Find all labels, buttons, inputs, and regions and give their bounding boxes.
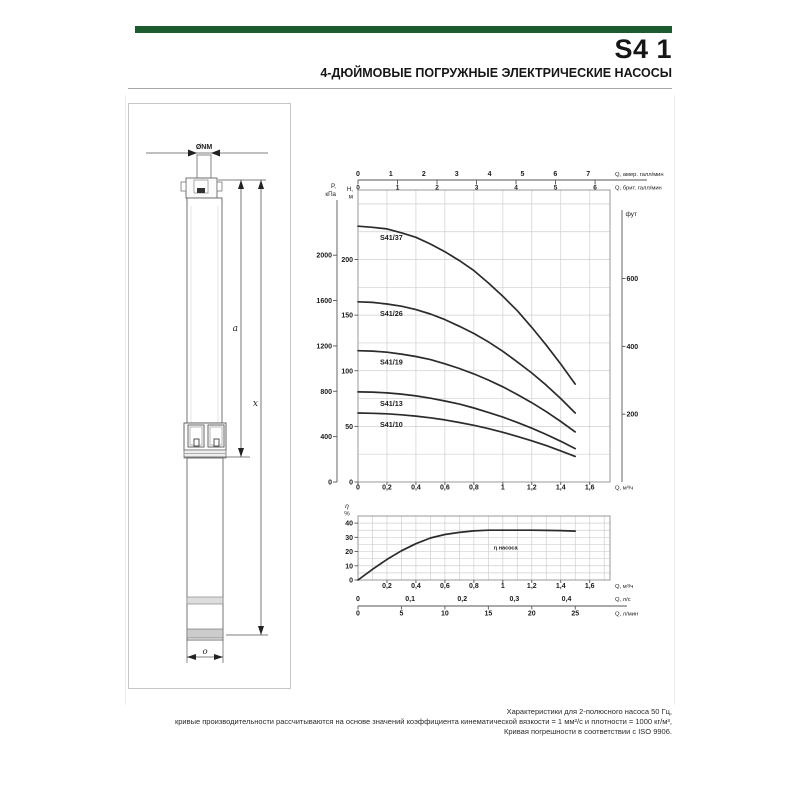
page-subtitle: 4-ДЮЙМОВЫЕ ПОГРУЖНЫЕ ЭЛЕКТРИЧЕСКИЕ НАСОСЫ xyxy=(320,66,672,80)
h-axis-label: H, xyxy=(346,186,353,193)
header-accent-bar xyxy=(135,26,672,33)
motor-band-upper xyxy=(187,597,223,604)
imp-gpm-tick: 4 xyxy=(514,184,518,192)
p-axis-tick: 800 xyxy=(320,388,332,396)
flow-ls-tick: 0,3 xyxy=(509,596,520,603)
nm-dim-label: ØNM xyxy=(195,144,213,151)
flow-axis-tick: 1 xyxy=(500,484,505,492)
eta-axis-tick: 30 xyxy=(345,534,353,542)
pump-discharge-pipe xyxy=(197,155,211,178)
pump-head-plug xyxy=(197,188,205,193)
flow-ls-tick: 0,1 xyxy=(405,596,416,603)
p-axis-tick: 2000 xyxy=(316,252,332,260)
h-axis-unit: м xyxy=(348,193,353,201)
flow-axis-tick: 0,2 xyxy=(382,484,392,492)
x-arrow-top xyxy=(258,180,264,189)
o-dim-label: o xyxy=(202,647,208,657)
x-dim-label: x xyxy=(252,399,258,409)
h-axis-tick: 200 xyxy=(341,257,353,265)
footer-line-2: кривые производительности рассчитываются на основе значений коэффициента кинематической вязкости = 1 мм²/с и плотности = 1000 кг/м³, xyxy=(174,717,672,726)
flow-m3h-tick: 0,8 xyxy=(468,583,479,590)
eta-axis-label: η xyxy=(345,503,349,510)
flow-ls-tick: 0 xyxy=(356,596,360,603)
page-title: S4 1 xyxy=(614,34,672,64)
curve-label-S41/10: S41/10 xyxy=(380,420,403,430)
imp-gpm-tick: 2 xyxy=(435,184,439,192)
o-arrow-left xyxy=(187,654,196,660)
p-axis-tick: 1600 xyxy=(316,298,332,306)
curve-label-S41/26: S41/26 xyxy=(380,308,403,318)
p-axis-unit: кПа xyxy=(325,191,336,198)
pump-body xyxy=(187,198,222,423)
flow-m3h-tick: 1,4 xyxy=(555,583,566,590)
flow-lmin-label: Q, л/мин xyxy=(615,611,639,618)
h-axis-tick: 100 xyxy=(341,368,353,376)
flow-axis-tick: 0,4 xyxy=(411,484,421,492)
flow-m3h-tick: 0,4 xyxy=(411,583,421,590)
us-gpm-axis-label: Q, амер. галл/мин xyxy=(615,172,664,178)
x-arrow-bottom xyxy=(258,626,264,635)
flow-m3h-tick: 1,2 xyxy=(526,583,537,590)
curve-label-S41/13: S41/13 xyxy=(380,398,403,408)
flow-m3h-tick: 0,2 xyxy=(382,583,392,590)
flow-axis-tick: 0,8 xyxy=(468,484,479,492)
eta-axis-tick: 20 xyxy=(345,549,353,557)
flow-axis-tick: 0,6 xyxy=(440,484,450,492)
ft-axis-tick: 400 xyxy=(626,343,639,351)
header-rule xyxy=(128,88,672,89)
us-gpm-tick: 3 xyxy=(454,171,459,178)
flow-axis-tick: 0 xyxy=(356,484,360,492)
flow-lmin-tick: 15 xyxy=(484,610,493,618)
efficiency-chart xyxy=(295,500,680,635)
h-axis-tick: 150 xyxy=(341,312,353,320)
a-arrow-top xyxy=(238,180,244,189)
us-gpm-tick: 1 xyxy=(388,171,393,178)
curve-label-S41/37: S41/37 xyxy=(380,233,403,243)
flow-ls-tick: 0,2 xyxy=(457,596,468,603)
us-gpm-tick: 0 xyxy=(356,171,360,178)
imp-gpm-tick: 5 xyxy=(553,184,558,192)
us-gpm-tick: 4 xyxy=(487,171,492,178)
p-axis-tick: 0 xyxy=(328,479,332,487)
a-arrow-bottom xyxy=(238,448,244,457)
footer-line-3: Кривая погрешности в соответствии с ISO 9906. xyxy=(504,727,672,736)
o-arrow-right xyxy=(214,654,223,660)
footer-notes xyxy=(128,707,672,737)
flow-axis-tick: 1,4 xyxy=(555,484,566,492)
eta-axis-tick: 40 xyxy=(345,520,353,528)
pump-head-tab-left xyxy=(181,182,186,191)
motor-band-lower xyxy=(187,629,223,638)
flow-ls-label: Q, л/с xyxy=(615,597,631,603)
flow-lmin-tick: 0 xyxy=(356,610,360,618)
ft-axis-tick: 200 xyxy=(626,411,639,419)
flow-ls-tick: 0,4 xyxy=(561,596,572,603)
eta-axis-tick: 10 xyxy=(345,563,353,571)
flow-m3h-tick: 1,6 xyxy=(584,583,595,590)
a-dim-label: a xyxy=(232,324,238,334)
flow-lmin-tick: 25 xyxy=(571,610,580,618)
pump-head-tab-right xyxy=(217,182,222,191)
flow-axis-tick: 1,2 xyxy=(526,484,537,492)
imp-gpm-axis-label: Q, брит. галл/мин xyxy=(615,185,662,192)
page-edge-left xyxy=(125,95,126,705)
curve-label-S41/19: S41/19 xyxy=(380,357,403,367)
flow-m3h-label: Q, м³/ч xyxy=(615,584,634,590)
suction-plug-left xyxy=(194,439,199,446)
us-gpm-tick: 5 xyxy=(520,171,525,178)
flow-lmin-tick: 5 xyxy=(399,610,404,618)
suction-plug-right xyxy=(214,439,219,446)
motor-body xyxy=(187,458,223,640)
h-axis-tick: 0 xyxy=(349,479,353,487)
p-axis-tick: 400 xyxy=(320,434,332,442)
eta-axis-tick: 0 xyxy=(349,577,353,585)
us-gpm-tick: 2 xyxy=(421,171,426,178)
ft-axis-label: фут xyxy=(625,211,638,218)
imp-gpm-tick: 0 xyxy=(356,184,360,192)
head-flow-chart xyxy=(295,140,680,508)
flow-lmin-tick: 20 xyxy=(527,610,536,618)
nm-arrow-right xyxy=(211,150,220,157)
imp-gpm-tick: 1 xyxy=(395,184,400,192)
efficiency-curve-label: η насоса xyxy=(493,545,518,552)
imp-gpm-tick: 3 xyxy=(474,184,479,192)
pump-drawing-panel xyxy=(128,103,291,689)
flow-m3h-tick: 0,6 xyxy=(440,583,450,590)
flow-m3h-tick: 1 xyxy=(500,583,505,590)
eta-axis-unit: % xyxy=(344,510,350,518)
plot-border xyxy=(358,516,610,580)
p-axis-tick: 1200 xyxy=(316,343,332,351)
flow-axis-tick: 1,6 xyxy=(584,484,595,492)
us-gpm-tick: 6 xyxy=(553,171,558,178)
footer-line-1: Характеристики для 2-полюсного насоса 50 Гц, xyxy=(506,707,672,716)
p-axis-label: P, xyxy=(330,183,336,190)
ft-axis-tick: 600 xyxy=(626,276,639,284)
h-axis-tick: 50 xyxy=(345,423,353,431)
imp-gpm-tick: 6 xyxy=(593,184,597,192)
flow-axis-label: Q, м³/ч xyxy=(615,485,634,492)
flow-lmin-tick: 10 xyxy=(440,610,449,618)
pump-drawing xyxy=(128,103,291,689)
us-gpm-tick: 7 xyxy=(586,171,591,178)
